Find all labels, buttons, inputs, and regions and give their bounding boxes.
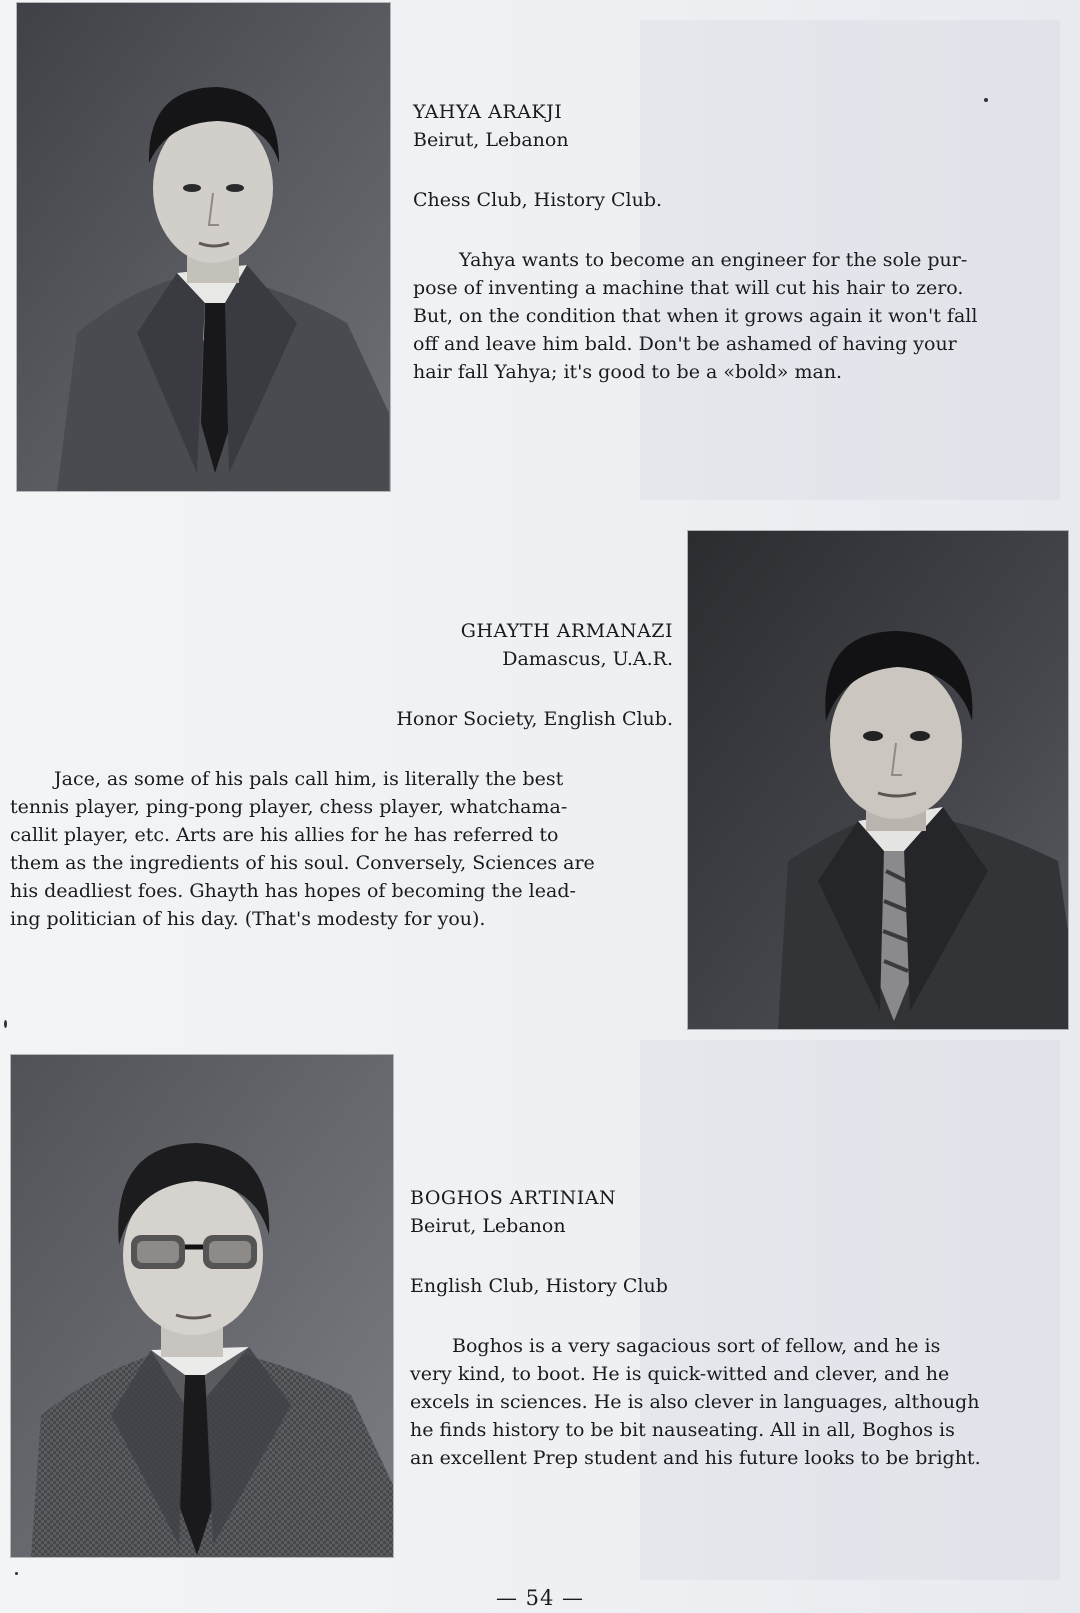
bio-line: his deadliest foes. Ghayth has hopes of becoming the lead- (10, 880, 576, 902)
bio-line: ing politician of his day. (That's modesty for you). (10, 908, 486, 930)
student-entry-boghos-artinian (410, 1184, 1070, 1472)
student-activities: English Club, History Club (410, 1275, 668, 1297)
print-speck (15, 1572, 18, 1575)
student-entry-ghayth-armanazi (10, 617, 673, 933)
bio-line: off and leave him bald. Don't be ashamed of having your (413, 333, 957, 355)
student-bio (410, 1332, 1070, 1472)
bio-line: an excellent Prep student and his future looks to be bright. (410, 1447, 981, 1469)
portrait-photo-ghayth-armanazi (688, 531, 1068, 1029)
student-hometown: Beirut, Lebanon (413, 129, 569, 151)
bio-line: Boghos is a very sagacious sort of fellow, and he is (452, 1335, 941, 1357)
bio-line: very kind, to boot. He is quick-witted and clever, and he (410, 1363, 950, 1385)
bio-line: them as the ingredients of his soul. Conversely, Sciences are (10, 852, 595, 874)
print-speck (4, 1020, 7, 1028)
student-hometown: Damascus, U.A.R. (502, 648, 673, 670)
bio-line: Jace, as some of his pals call him, is literally the best (54, 768, 564, 790)
bio-line: pose of inventing a machine that will cut his hair to zero. (413, 277, 964, 299)
student-name: BOGHOS ARTINIAN (410, 1187, 617, 1209)
bio-line: he finds history to be bit nauseating. All in all, Boghos is (410, 1419, 955, 1441)
bio-line: tennis player, ping-pong player, chess player, whatchama- (10, 796, 568, 818)
portrait-photo-yahya-arakji (17, 3, 390, 491)
student-entry-yahya-arakji (413, 98, 1063, 386)
bio-line: hair fall Yahya; it's good to be a «bold» man. (413, 361, 843, 383)
student-bio (413, 246, 1063, 386)
student-name: YAHYA ARAKJI (413, 101, 563, 123)
portrait-photo-boghos-artinian (11, 1055, 393, 1557)
bio-line: excels in sciences. He is also clever in languages, although (410, 1391, 980, 1413)
print-speck (984, 98, 988, 102)
bio-line: But, on the condition that when it grows again it won't fall (413, 305, 978, 327)
student-activities: Chess Club, History Club. (413, 189, 663, 211)
page-number: — 54 — (495, 1586, 585, 1610)
bio-line: Yahya wants to become an engineer for the sole pur- (459, 249, 968, 271)
student-name: GHAYTH ARMANAZI (460, 620, 673, 642)
student-hometown: Beirut, Lebanon (410, 1215, 566, 1237)
bio-line: callit player, etc. Arts are his allies for he has referred to (10, 824, 559, 846)
student-activities: Honor Society, English Club. (396, 708, 673, 730)
student-bio (10, 765, 673, 933)
